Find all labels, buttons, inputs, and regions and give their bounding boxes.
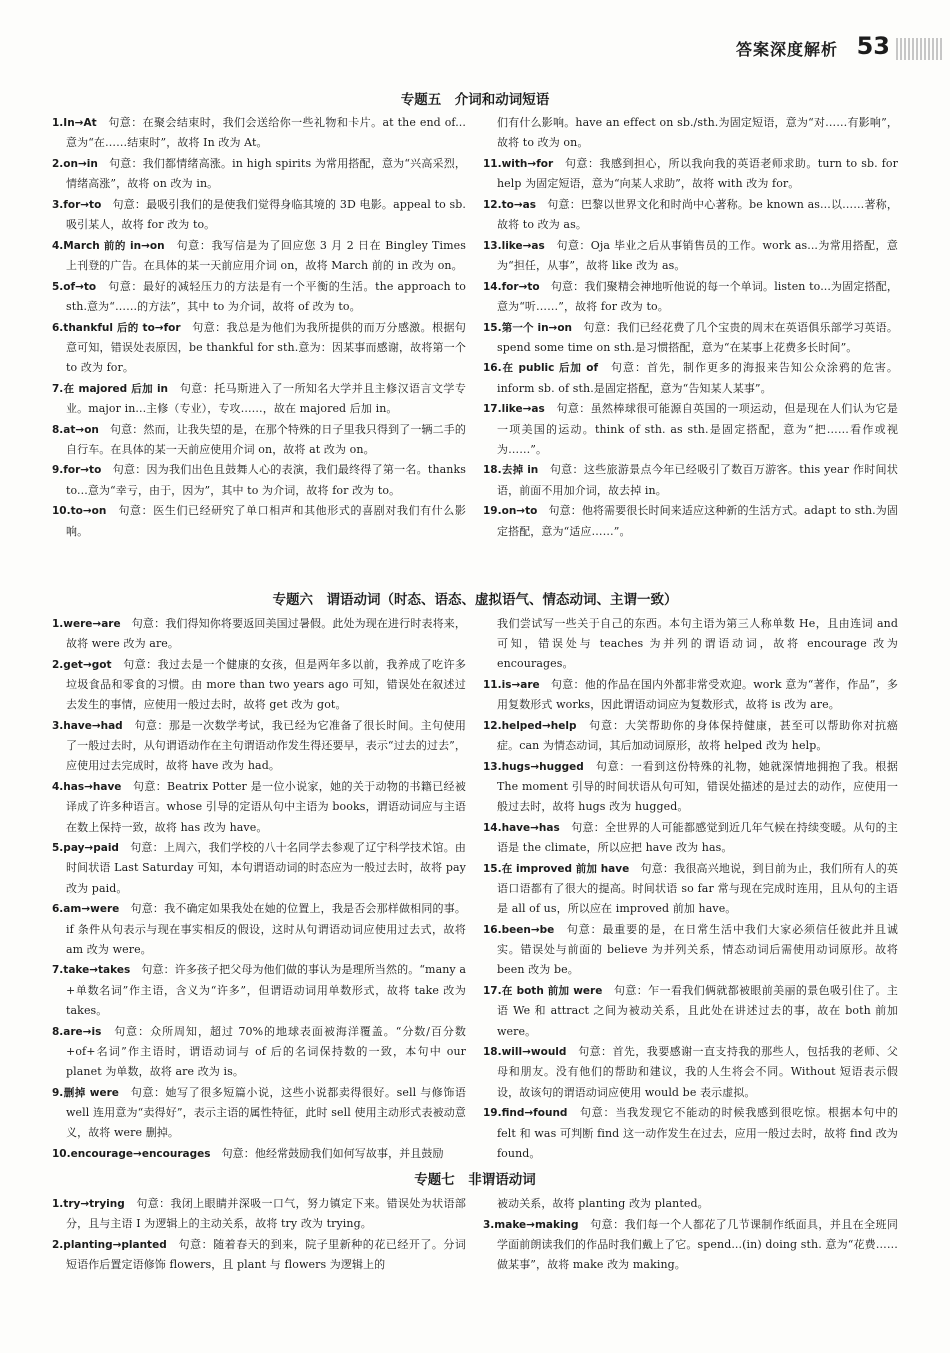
answer-key: 第一个 in→on — [501, 321, 573, 334]
section-5-right-column — [483, 113, 898, 542]
answer-item — [483, 818, 898, 858]
answer-number: 2. — [52, 658, 64, 671]
answer-number: 12. — [483, 720, 502, 733]
answer-explanation: 句意：然而，让我失望的是，在那个特殊的日子里我只得到了一辆二手的自行车。在具体的某一天前应使用介词 on，故将 at 改为 on。 — [66, 422, 466, 456]
answer-key: to→as — [501, 198, 536, 211]
section-title-6: 专题六 谓语动词（时态、语态、虚拟语气、情态动词、主谓一致） — [272, 592, 678, 608]
answer-explanation: 句意：我感到担心，所以我向我的英语老师求助。turn to sb. for help 为固定短语，意为“向某人求助”，故将 with 改为 for。 — [497, 156, 898, 191]
section-7-right-column — [483, 1194, 898, 1276]
section-6-left-column — [52, 614, 466, 1164]
answer-item — [52, 960, 466, 1021]
answer-number: 19. — [483, 1107, 502, 1120]
answer-key: have→has — [501, 822, 560, 835]
answer-number: 16. — [483, 362, 502, 375]
answer-key: 去掉 in — [501, 464, 539, 477]
answer-explanation: 句意：乍一看我们俩就都被眼前美丽的景色吸引住了。主语 We 和 attract 之间为被动关系，且此处在讲述过去的事，故在 both 前加 were。 — [497, 984, 898, 1038]
answer-key: were→are — [63, 618, 121, 630]
answer-number: 10. — [52, 505, 71, 518]
answer-item — [52, 716, 466, 777]
answer-key: In→At — [63, 117, 97, 129]
answer-key: are→is — [63, 1025, 102, 1038]
section-title-5: 专题五 介词和动词短语 — [400, 92, 550, 108]
answer-explanation: 我们尝试写一些关于自己的东西。本句主语为第三人称单数 He，且由连词 and 可知，错误处与 teaches 为并列的谓语动词，故将 encourage 改为 encourages。 — [497, 617, 898, 671]
answer-number: 7. — [52, 382, 64, 395]
answer-item — [52, 236, 466, 276]
answer-key: is→are — [501, 679, 540, 692]
answer-number: 14. — [483, 280, 502, 293]
answer-item — [483, 236, 898, 276]
answer-explanation: 句意：这些旅游景点今年已经吸引了数百万游客。this year 作时间状语，前面不用加介词，故去掉 in。 — [497, 463, 898, 497]
answer-item — [52, 899, 466, 960]
answer-number: 15. — [483, 321, 502, 334]
answer-number: 6. — [52, 903, 64, 916]
answer-item — [52, 420, 466, 460]
page-header — [0, 30, 950, 70]
answer-number: 19. — [483, 505, 502, 518]
answer-explanation: 句意：我们已经花费了几个宝贵的周末在英语俱乐部学习英语。spend some time on sth.是习惯搭配，意为“在某事上花费多长时间”。 — [497, 320, 898, 354]
answer-number: 9. — [52, 464, 64, 477]
answer-key: 在 public 后加 of — [501, 362, 599, 375]
answer-key: at→on — [63, 423, 99, 436]
answer-number: 15. — [483, 862, 502, 875]
answer-number: 3. — [52, 198, 64, 211]
answer-key: has→have — [63, 781, 122, 794]
answer-item — [52, 777, 466, 838]
answer-item — [52, 379, 466, 419]
answer-explanation: 句意：我闭上眼睛并深吸一口气，努力镇定下来。错误处为状语部分，且与主语 I 为逻辑上的主动关系，故将 try 改为 trying。 — [66, 1197, 466, 1231]
answer-item — [483, 399, 898, 460]
answer-number: 1. — [52, 1198, 64, 1210]
answer-explanation: 句意：上周六，我们学校的八十名同学去参观了辽宁科学技术馆。由时间状语 Last Saturday 可知，本句谓语动词的时态应为一般过去时，故将 pay 改为 paid。 — [66, 841, 466, 895]
answer-item — [52, 318, 466, 379]
answer-item — [52, 1022, 466, 1083]
header-decoration — [896, 38, 944, 60]
answer-key: like→as — [501, 239, 545, 252]
answer-number: 7. — [52, 964, 64, 977]
answer-item — [483, 1215, 898, 1276]
answer-item — [52, 113, 466, 153]
answer-key: March 前的 in→on — [63, 239, 165, 252]
answer-explanation: 句意：大笑帮助你的身体保持健康，甚至可以帮助你对抗癌症。can 为情态动词，其后加动词原形，故将 helped 改为 help。 — [497, 719, 898, 753]
answer-number: 13. — [483, 239, 502, 252]
answer-number: 9. — [52, 1086, 64, 1099]
answer-item — [52, 1144, 466, 1164]
section-6-right-column — [483, 614, 898, 1164]
answer-explanation: 句意：最吸引我们的是使我们觉得身临其境的 3D 电影。appeal to sb.吸引某人，故将 for 改为 to。 — [66, 197, 466, 232]
answer-number: 17. — [483, 403, 502, 416]
answer-number: 3. — [52, 720, 64, 733]
answer-key: on→to — [501, 505, 538, 518]
answer-number: 11. — [483, 679, 502, 692]
answer-key: 在 majored 后加 in — [63, 382, 169, 395]
answer-explanation: 句意：她写了很多短篇小说，这些小说都卖得很好。sell 与修饰语 well 连用意为“卖得好”，表示主语的属性特征，此时 sell 使用主动形式表被动意义，故将 were 删掉。 — [66, 1085, 466, 1140]
answer-item — [52, 501, 466, 541]
answer-number: 4. — [52, 781, 64, 794]
answer-item — [52, 838, 466, 899]
answer-number: 8. — [52, 423, 64, 436]
answer-key: 在 improved 前加 have — [501, 862, 630, 875]
answer-explanation: 句意：当我发现它不能动的时候我感到很吃惊。根据本句中的 felt 和 was 可判断 find 这一动作发生在过去，应用一般过去时，故将 find 改为 found。 — [497, 1106, 898, 1160]
answer-key: with→for — [501, 157, 554, 170]
answer-explanation: 句意：医生们已经研究了单口相声和其他形式的喜剧对我们有什么影响。 — [66, 504, 466, 538]
answer-explanation: 句意：随着春天的到来，院子里新种的花已经开了。分词短语作后置定语修饰 flowers，且 plant 与 flowers 为逻辑上的 — [66, 1237, 466, 1272]
answer-number: 13. — [483, 760, 502, 773]
answer-key: for→to — [63, 464, 102, 477]
answer-explanation: 句意：我们都情绪高涨。in high spirits 为常用搭配，意为“兴高采烈，情绪高涨”，故将 on 改为 in。 — [66, 156, 466, 191]
answer-key: will→would — [501, 1046, 567, 1059]
answer-key: of→to — [63, 280, 97, 293]
answer-number: 5. — [52, 842, 64, 855]
answer-item — [483, 501, 898, 541]
answer-item — [483, 195, 898, 235]
answer-number: 14. — [483, 822, 502, 835]
answer-number: 3. — [483, 1218, 495, 1231]
answer-explanation: 句意：众所周知，超过 70%的地球表面被海洋覆盖。“分数/百分数+of+名词”作主语时，谓语动词与 of 后的名词保持数的一致，本句中 our planet 为单数，故将 are 改为 is。 — [66, 1024, 466, 1078]
answer-key: have→had — [63, 720, 123, 733]
answer-explanation: 句意：最重要的是，在日常生活中我们大家必须信任彼此并且诚实。错误处与前面的 believe 为并列关系，情态动词后需使用动词原形。故将 been 改为 be。 — [497, 923, 898, 977]
answer-number: 2. — [52, 157, 64, 170]
answer-item — [52, 655, 466, 716]
answer-explanation: 句意：我写信是为了回应您 3 月 2 日在 Bingley Times 上刊登的广告。在具体的某一天前应用介词 on，故将 March 前的 in 改为 on。 — [66, 238, 466, 272]
answer-item — [483, 154, 898, 194]
answer-number: 10. — [52, 1147, 71, 1160]
answer-item — [483, 981, 898, 1042]
answer-item — [483, 859, 898, 920]
answer-item — [52, 195, 466, 235]
answer-item — [52, 1235, 466, 1275]
answer-explanation: 句意：一看到这份特殊的礼物，她就深情地拥抱了我。根据 The moment 引导的时间状语从句可知，错误处描述的是过去的动作，应使用一般过去时，故将 hugs 改为 hugged。 — [497, 759, 898, 814]
answer-key: 删掉 were — [63, 1086, 119, 1099]
answer-key: encourage→encourages — [70, 1147, 211, 1160]
answer-key: been→be — [501, 924, 555, 937]
answer-number: 17. — [483, 985, 502, 998]
answer-key: 在 both 前加 were — [501, 985, 603, 998]
answer-number: 11. — [483, 157, 502, 170]
answer-item — [483, 716, 898, 756]
answer-item — [483, 614, 898, 675]
answer-key: make→making — [494, 1218, 579, 1231]
answer-item — [483, 1194, 898, 1214]
answer-key: get→got — [63, 658, 112, 671]
answer-explanation: 句意：托马斯进入了一所知名大学并且主修汉语言文学专业。major in...主修（专业），专攻……，故在 majored 后加 in。 — [66, 381, 466, 415]
answer-key: thankful 后的 to→for — [63, 321, 181, 334]
answer-explanation: 被动关系，故将 planting 改为 planted。 — [497, 1197, 709, 1210]
answer-number: 18. — [483, 464, 502, 477]
answer-item — [52, 614, 466, 654]
answer-key: hugs→hugged — [501, 760, 584, 773]
answer-explanation: 句意：首先，我要感谢一直支持我的那些人，包括我的老师、父母和朋友。没有他们的帮助和建议，我的人生将会不同。Without 短语表示假设，故该句的谓语动词应使用 would be 表示虚拟。 — [497, 1045, 898, 1099]
answer-explanation: 句意：他的作品在国内外都非常受欢迎。work 意为“著作，作品”，多用复数形式 works，因此谓语动词应为复数形式，故将 is 改为 are。 — [497, 678, 898, 712]
answer-key: am→were — [63, 903, 120, 916]
answer-explanation: 句意：我不确定如果我处在她的位置上，我是否会那样做相同的事。if 条件从句表示与现在事实相反的假设，这时从句谓语动词应使用过去式，故将 am 改为 were。 — [66, 902, 466, 956]
answer-item — [52, 1194, 466, 1234]
page-number: 53 — [856, 32, 890, 60]
answer-number: 5. — [52, 280, 64, 293]
answer-explanation: 句意：我很高兴地说，到目前为止，我们所有人的英语口语都有了很大的提高。时间状语 so far 常与现在完成时连用，且从句的主语是 all of us，所以应在 improved 前加 have。 — [497, 861, 898, 916]
answer-explanation: 句意：Oja 毕业之后从事销售员的工作。work as...为常用搭配，意为“担任，从事”，故将 like 改为 as。 — [497, 238, 898, 272]
answer-key: helped→help — [501, 720, 577, 733]
answer-number: 1. — [52, 117, 64, 129]
answer-explanation: 句意：他将需要很长时间来适应这种新的生活方式。adapt to sth.为固定搭配，意为“适应……”。 — [497, 504, 898, 538]
answer-item — [483, 757, 898, 818]
answer-number: 2. — [52, 1238, 64, 1251]
answer-number: 16. — [483, 924, 502, 937]
answer-item — [52, 277, 466, 317]
answer-number: 6. — [52, 321, 64, 334]
answer-explanation: 句意：全世界的人可能都感觉到近几年气候在持续变暖。从句的主语是 the climate，所以应把 have 改为 has。 — [497, 821, 898, 855]
answer-item — [483, 675, 898, 715]
answer-item — [483, 113, 898, 153]
answer-key: find→found — [501, 1107, 568, 1120]
answer-explanation: 句意：那是一次数学考试，我已经为它准备了很长时间。主句使用了一般过去时，从句谓语动作在主句谓语动作发生得还要早，表示“过去的过去”，应使用过去完成时，故将 have 改为 had。 — [66, 719, 466, 773]
answer-key: pay→paid — [63, 842, 119, 855]
section-title-7: 专题七 非谓语动词 — [414, 1172, 536, 1188]
answer-key: to→on — [70, 505, 107, 518]
answer-number: 1. — [52, 618, 64, 630]
answer-explanation: 句意：虽然棒球很可能源自英国的一项运动，但是现在人们认为它是一项美国的运动。think of sth. as sth.是固定搭配，意为“把……看作或视为……”。 — [497, 402, 898, 456]
answer-item — [483, 318, 898, 358]
answer-explanation: 句意：我们每一个人都花了几节课制作纸面具，并且在全班同学面前朗读我们的作品时我们戴上了它。spend...(in) doing sth. 意为“花费……做某事”，故将 make 改为 making。 — [497, 1217, 898, 1272]
section-5-left-column — [52, 113, 466, 542]
answer-explanation: 句意：他经常鼓励我们如何写故事，并且鼓励 — [210, 1146, 444, 1160]
answer-key: take→takes — [63, 964, 131, 977]
answer-explanation: 句意：在聚会结束时，我们会送给你一些礼物和卡片。at the end of...意为“在……结束时”，故将 In 改为 At。 — [66, 116, 466, 150]
answer-explanation: 句意：我总是为他们为我所提供的而万分感激。根据句意可知，错误处表原因，be thankful for sth.意为：因某事而感谢，故将第一个 to 改为 for。 — [66, 320, 467, 374]
answer-item — [52, 460, 466, 500]
section-7-left-column — [52, 1194, 466, 1276]
answer-item — [483, 1103, 898, 1164]
answer-key: for→to — [63, 198, 102, 211]
answer-item — [483, 277, 898, 317]
answer-explanation: 句意：最好的减轻压力的方法是有一个平衡的生活。the approach to sth.意为“……的方法”，其中 to 为介词，故将 of 改为 to。 — [66, 279, 466, 313]
answer-explanation: 句意：首先，制作更多的海报来告知公众涂鸦的危害。inform sb. of sth.是固定搭配，意为“告知某人某事”。 — [497, 361, 899, 395]
answer-key: try→trying — [63, 1198, 125, 1210]
answer-item — [483, 920, 898, 981]
answer-item — [483, 358, 898, 398]
answer-explanation: 句意：我过去是一个健康的女孩，但是两年多以前，我养成了吃许多垃圾食品和零食的习惯。由 more than two years ago 可知，错误处在叙述过去发生的事情，应使用一般过去时，故将 get 改为 got。 — [66, 657, 466, 712]
answer-explanation: 句意：巴黎以世界文化和时尚中心著称。be known as...以……著称，故将 to 改为 as。 — [497, 197, 898, 232]
answer-item — [52, 154, 466, 194]
answer-item — [52, 1083, 466, 1144]
answer-number: 8. — [52, 1025, 64, 1038]
header-title: 答案深度解析 — [735, 40, 838, 59]
answer-number: 4. — [52, 239, 64, 252]
answer-number: 12. — [483, 198, 502, 211]
answer-key: like→as — [501, 403, 545, 416]
answer-item — [483, 460, 898, 500]
answer-explanation: 句意：我们得知你将要返回美国过暑假。此处为现在进行时表将来，故将 were 改为 are。 — [66, 617, 466, 651]
answer-explanation: 句意：因为我们出色且鼓舞人心的表演，我们最终得了第一名。thanks to...意为“幸亏，由于，因为”，其中 to 为介词，故将 for 改为 to。 — [66, 463, 466, 497]
answer-explanation: 们有什么影响。have an effect on sb./sth.为固定短语，意为“对……有影响”，故将 to 改为 on。 — [497, 116, 898, 150]
answer-explanation: 句意：Beatrix Potter 是一位小说家，她的关于动物的书籍已经被译成了许多种语言。whose 引导的定语从句中主语为 books，谓语动词应与主语在数上保持一致，故将 has 改为 have。 — [66, 780, 466, 834]
answer-item — [483, 1042, 898, 1103]
answer-key: for→to — [501, 280, 540, 293]
answer-explanation: 句意：许多孩子把父母为他们做的事认为是理所当然的。“many a +单数名词”作主语，含义为“许多”，但谓语动词用单数形式，故将 take 改为 takes。 — [66, 963, 466, 1017]
answer-key: on→in — [63, 157, 98, 170]
answer-explanation: 句意：我们聚精会神地听他说的每一个单词。listen to...为固定搭配，意为“听……”，故将 for 改为 to。 — [497, 279, 898, 313]
answer-key: planting→planted — [63, 1238, 167, 1251]
answer-number: 18. — [483, 1046, 502, 1059]
